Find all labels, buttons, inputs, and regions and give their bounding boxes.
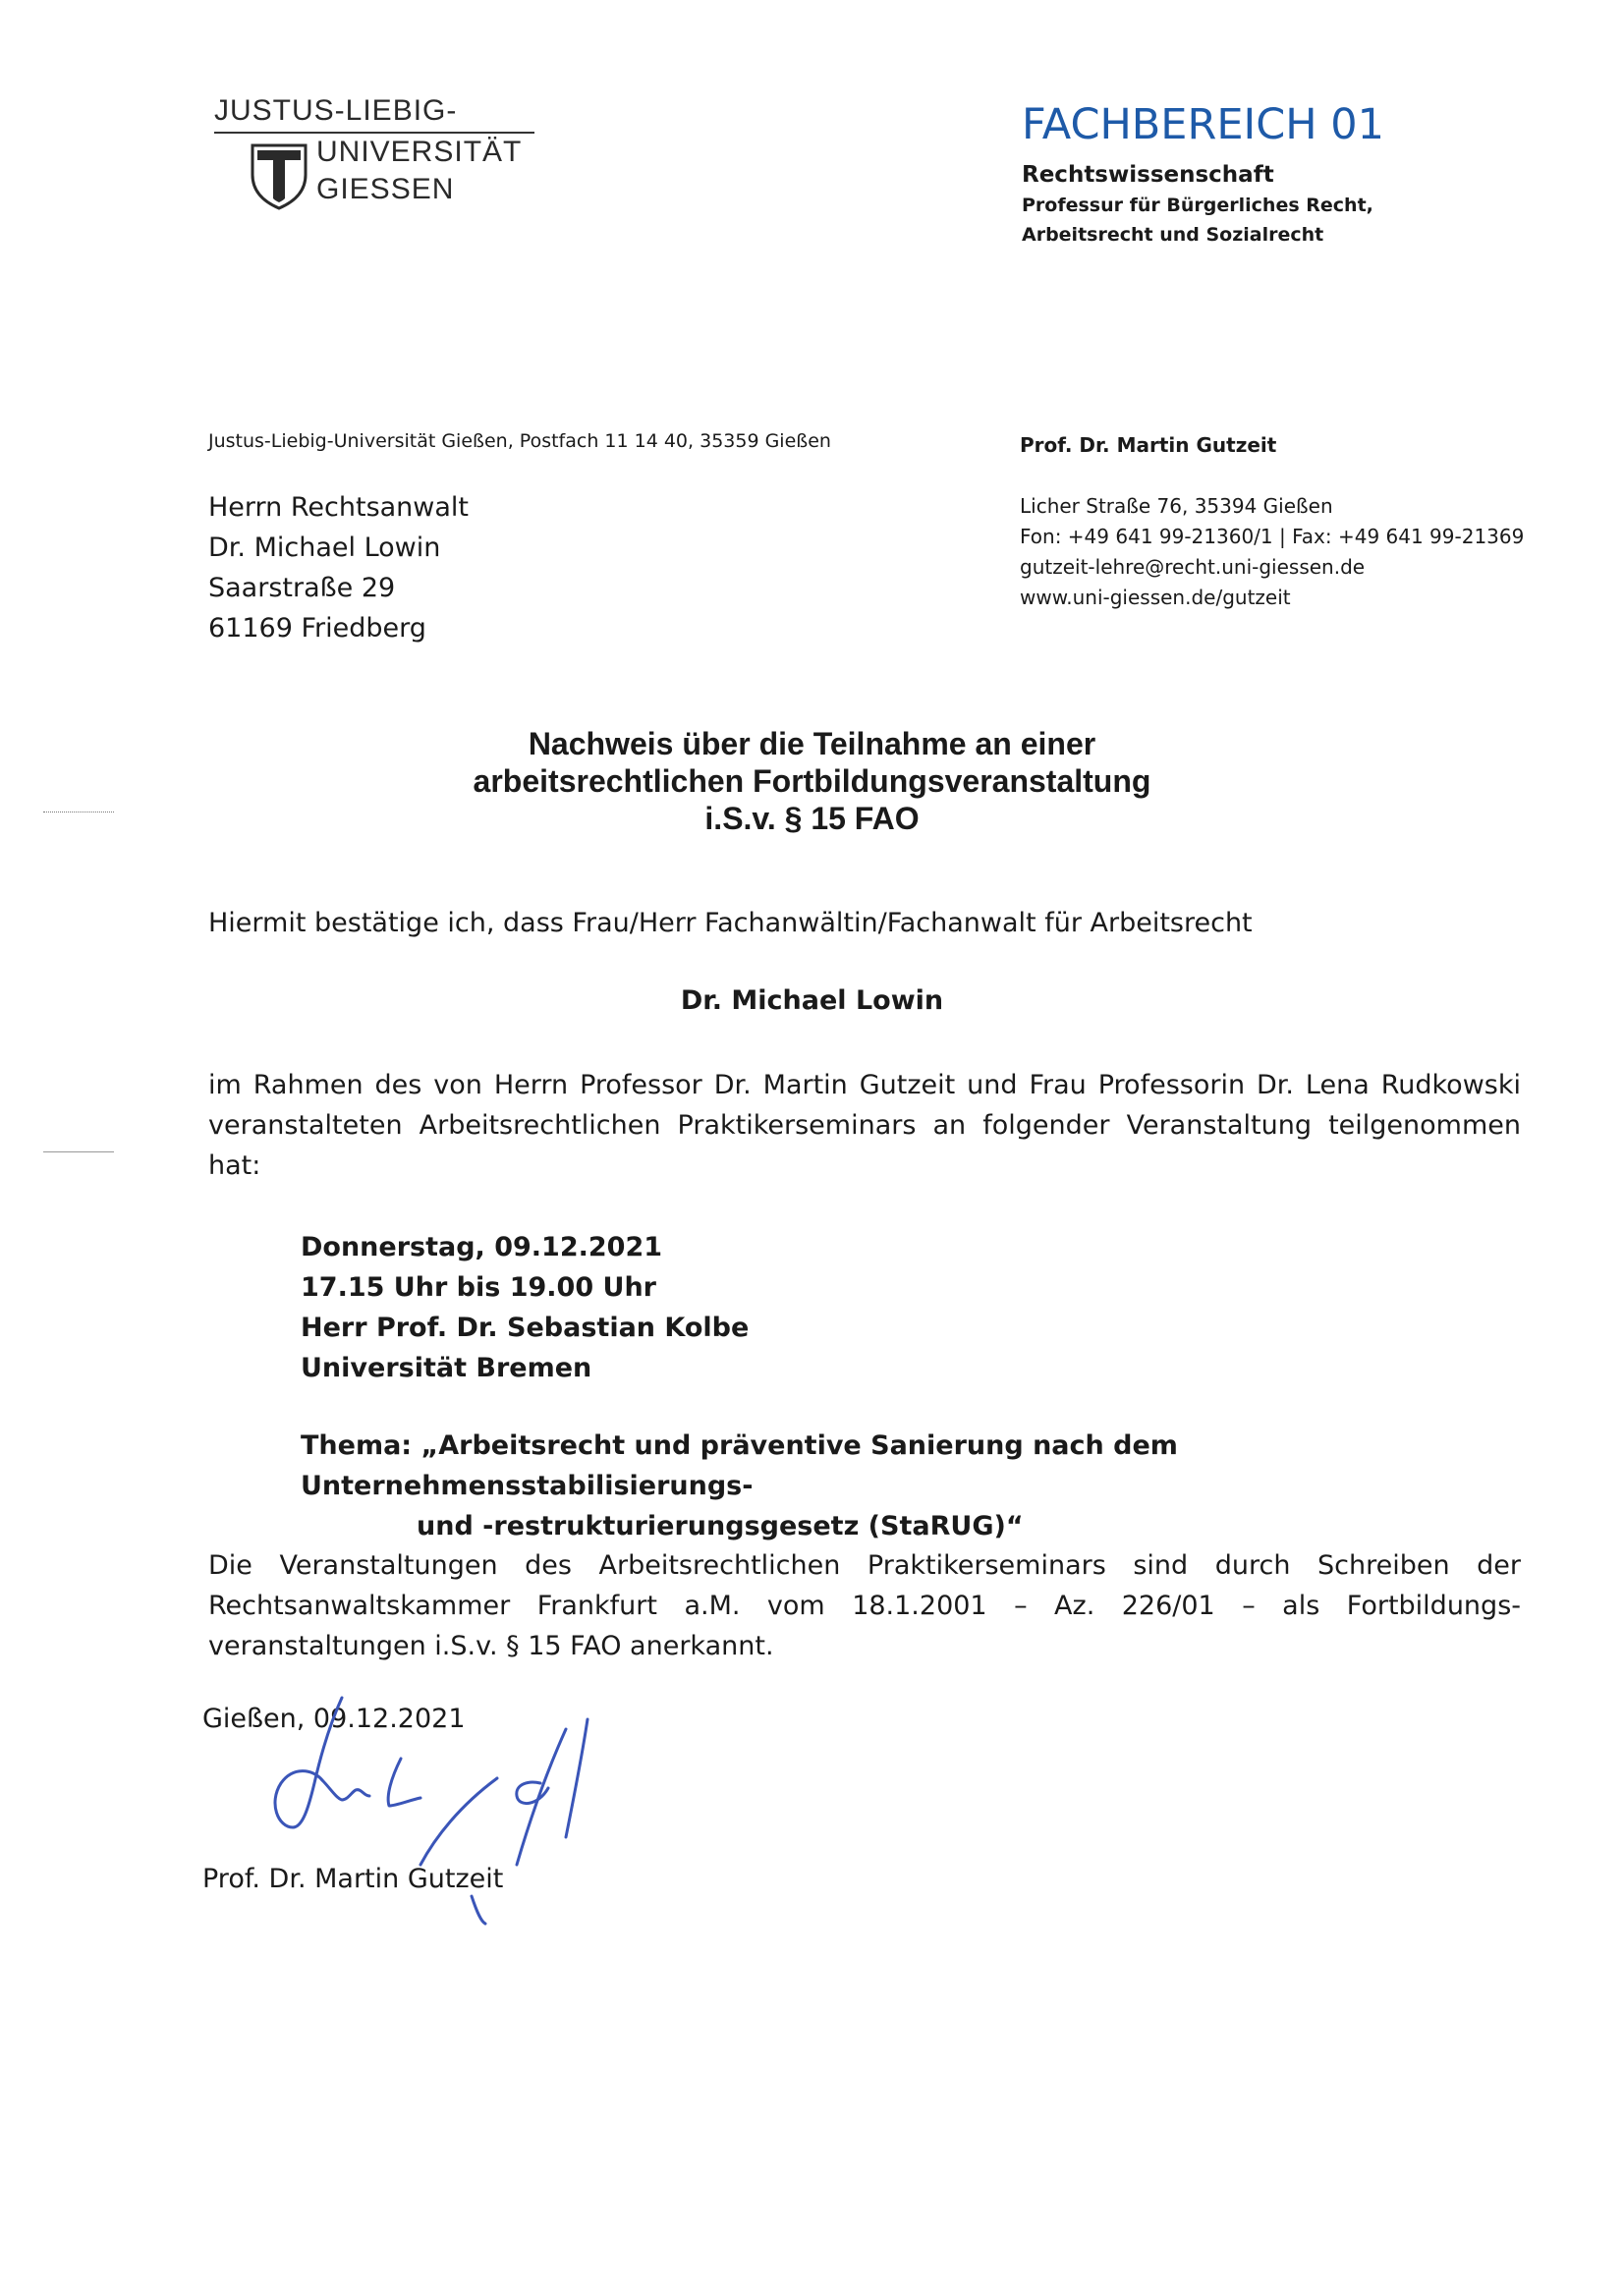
place-and-date: Gießen, 09.12.2021 [202, 1704, 466, 1734]
logo-text-line2: UNIVERSITÄT [316, 136, 523, 168]
event-institution: Universität Bremen [301, 1353, 592, 1383]
intro-sentence: Hiermit bestätige ich, dass Frau/Herr Fachanwältin/Fachanwalt für Arbeitsrecht [208, 908, 1253, 938]
recipient-line-1: Herrn Rechtsanwalt [208, 492, 470, 523]
logo-divider [214, 132, 534, 134]
logo-text-line1: JUSTUS-LIEBIG- [214, 94, 458, 127]
return-address: Justus-Liebig-Universität Gießen, Postfach 11 14 40, 35359 Gießen [208, 430, 831, 452]
sender-contact [1020, 491, 1524, 613]
university-shield-icon [250, 141, 308, 210]
event-date: Donnerstag, 09.12.2021 [301, 1232, 663, 1262]
topic-line-1: „Arbeitsrecht und präventive Sanierung nach dem Unternehmensstabilisierungs- [301, 1430, 1178, 1501]
department-name: Rechtswissenschaft [1022, 162, 1274, 188]
event-time: 17.15 Uhr bis 19.00 Uhr [301, 1272, 656, 1303]
sender-address: Licher Straße 76, 35394 Gießen [1020, 494, 1333, 518]
chair-line-1: Professur für Bürgerliches Recht, [1022, 195, 1373, 216]
title-line-3: i.S.v. § 15 FAO [704, 801, 920, 836]
event-speaker: Herr Prof. Dr. Sebastian Kolbe [301, 1313, 750, 1343]
recognition-paragraph: Die Veranstaltungen des Arbeitsrechtlichen Praktikerseminars sind durch Schreiben der Rechtsanwaltskammer Frankfurt a.M. vom 18.1.2001 – Az. 226/01 – als Fortbildungs-veranstaltungen i.S.v. § 15 FAO anerkannt. [208, 1550, 1521, 1661]
sender-website: www.uni-giessen.de/gutzeit [1020, 586, 1291, 609]
chair-line-2: Arbeitsrecht und Sozialrecht [1022, 224, 1324, 246]
participant-name: Dr. Michael Lowin [680, 985, 944, 1016]
title-line-1: Nachweis über die Teilnahme an einer [528, 726, 1096, 761]
signer-name: Prof. Dr. Martin Gutzeit [202, 1864, 504, 1894]
sender-email: gutzeit-lehre@recht.uni-giessen.de [1020, 555, 1366, 579]
recipient-line-2: Dr. Michael Lowin [208, 532, 441, 563]
topic-label: Thema: [301, 1430, 413, 1461]
recipient-line-4: 61169 Friedberg [208, 613, 426, 644]
title-line-2: arbeitsrechtlichen Fortbildungsveranstaltung [473, 763, 1151, 799]
punch-mark [43, 1151, 114, 1152]
document-title [0, 725, 1624, 837]
topic-line-2: und -restrukturierungsgesetz (StaRUG)“ [417, 1511, 1024, 1541]
logo-text-line3: GIESSEN [316, 173, 455, 205]
context-paragraph: im Rahmen des von Herrn Professor Dr. Martin Gutzeit und Frau Professorin Dr. Lena Rudkowski veranstalteten Arbeitsrechtlichen Praktikerseminars an folgender Veranstaltung teilgenommen hat: [208, 1070, 1521, 1181]
recipient-line-3: Saarstraße 29 [208, 573, 396, 603]
event-topic [301, 1426, 1529, 1546]
faculty-title: FACHBEREICH 01 [1022, 100, 1384, 149]
event-details [301, 1227, 749, 1388]
recipient-address [208, 487, 469, 648]
sender-phone-fax: Fon: +49 641 99-21360/1 | Fax: +49 641 99-21369 [1020, 525, 1525, 548]
sender-name: Prof. Dr. Martin Gutzeit [1020, 433, 1277, 457]
